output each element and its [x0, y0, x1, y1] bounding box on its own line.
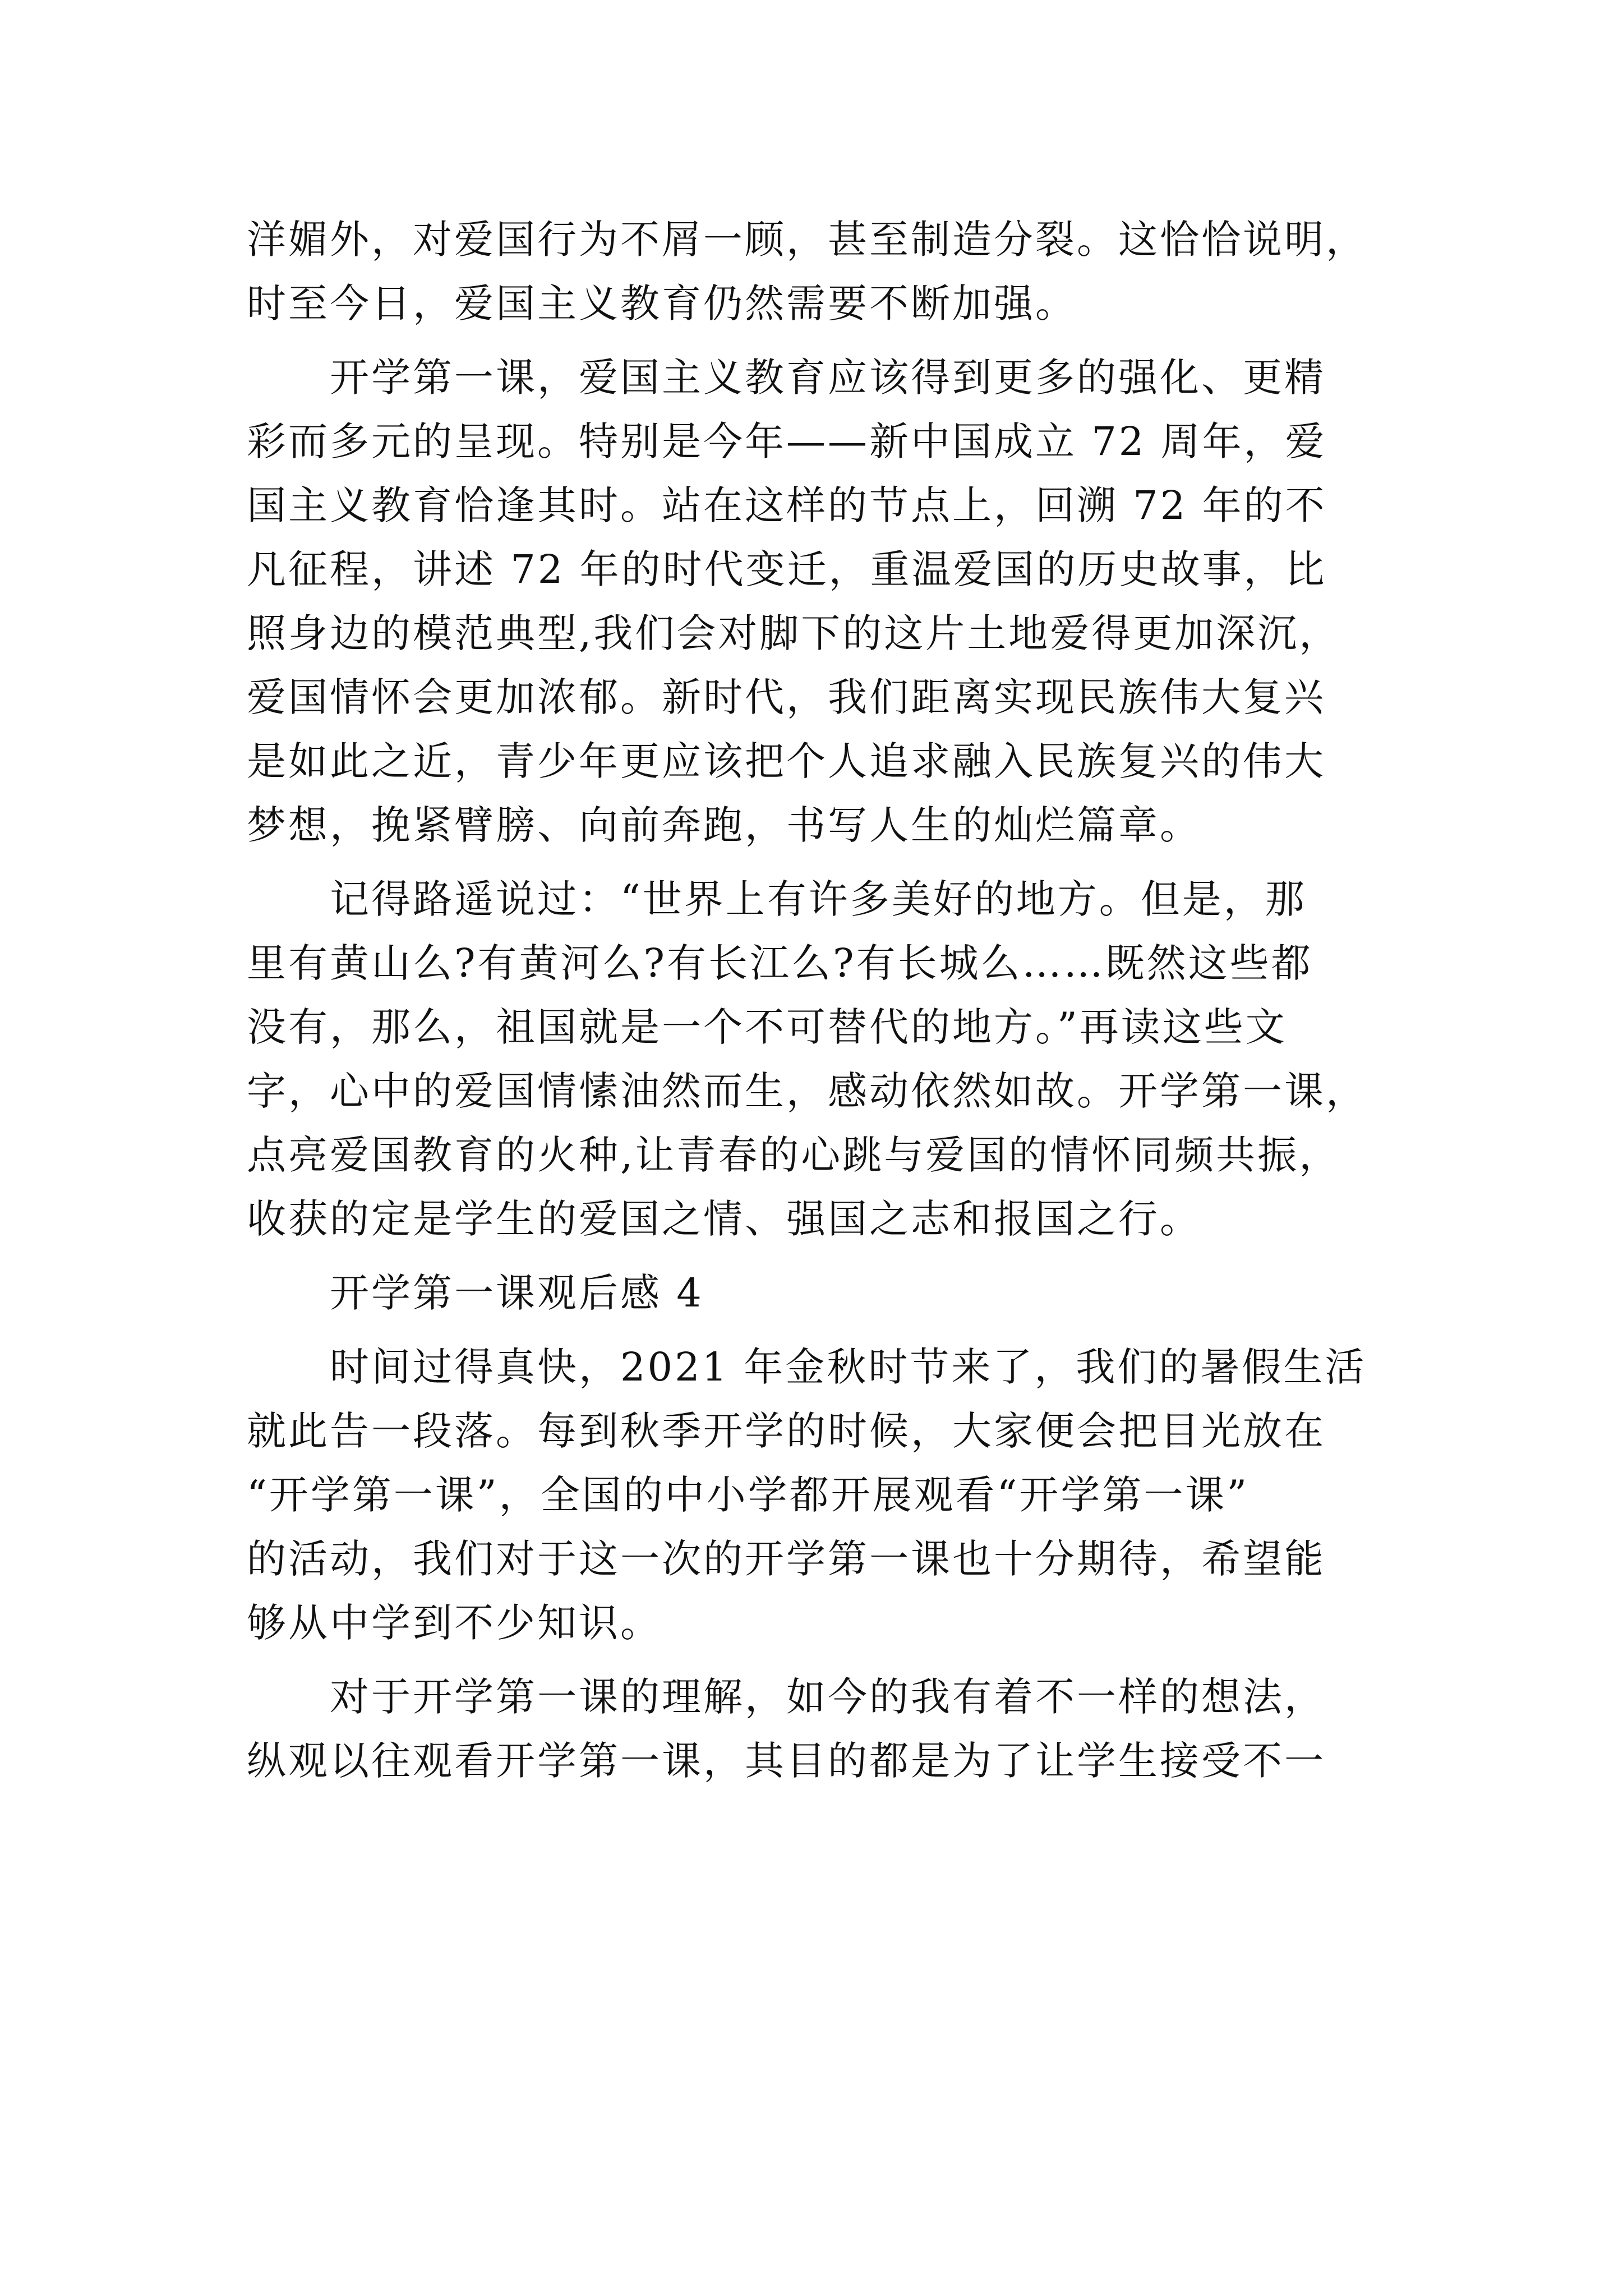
paragraph-gap — [247, 857, 1391, 867]
text-line: 开学第一课，爱国主义教育应该得到更多的强化、更精 — [247, 355, 1326, 401]
paragraph-gap — [247, 335, 1391, 346]
text-line: 点亮爱国教育的火种,让青春的心跳与爱国的情怀同频共振， — [247, 1132, 1341, 1178]
text-line: 没有，那么，祖国就是一个不可替代的地方。”再读这些文 — [247, 1004, 1287, 1050]
text-line: 时至今日，爱国主义教育仍然需要不断加强。 — [247, 280, 1077, 326]
text-line: 开学第一课观后感 4 — [247, 1270, 704, 1316]
text-line: 纵观以往观看开学第一课，其目的都是为了让学生接受不一 — [247, 1738, 1326, 1784]
text-line: 收获的定是学生的爱国之情、强国之志和报国之行。 — [247, 1196, 1201, 1242]
text-line: 梦想，挽紧臂膀、向前奔跑，书写人生的灿烂篇章。 — [247, 802, 1201, 848]
paragraph-gap — [247, 1251, 1391, 1261]
document-body — [247, 208, 1391, 1793]
text-line: 时间过得真快，2021 年金秋时节来了，我们的暑假生活 — [247, 1344, 1367, 1390]
text-line: “开学第一课”，全国的中小学都开展观看“开学第一课” — [247, 1472, 1249, 1518]
text-line: 彩而多元的呈现。特别是今年——新中国成立 72 周年，爱 — [247, 418, 1327, 464]
text-line: 国主义教育恰逢其时。站在这样的节点上，回溯 72 年的不 — [247, 482, 1327, 528]
text-line: 是如此之近，青少年更应该把个人追求融入民族复兴的伟大 — [247, 738, 1326, 784]
text-line: 够从中学到不少知识。 — [247, 1600, 662, 1646]
text-line: 对于开学第一课的理解，如今的我有着不一样的想法， — [247, 1674, 1326, 1720]
paragraph-gap — [247, 1655, 1391, 1665]
paragraph-gap — [247, 1325, 1391, 1335]
text-line: 的活动，我们对于这一次的开学第一课也十分期待，希望能 — [247, 1536, 1326, 1582]
text-line: 照身边的模范典型,我们会对脚下的这片土地爱得更加深沉， — [247, 610, 1341, 656]
text-line: 爱国情怀会更加浓郁。新时代，我们距离实现民族伟大复兴 — [247, 674, 1326, 720]
text-line: 洋媚外，对爱国行为不屑一顾，甚至制造分裂。这恰恰说明， — [247, 217, 1367, 263]
text-line: 记得路遥说过：“世界上有许多美好的地方。但是，那 — [247, 876, 1307, 922]
text-line: 里有黄山么?有黄河么?有长江么?有长城么……既然这些都 — [247, 940, 1313, 986]
text-line: 凡征程，讲述 72 年的时代变迁，重温爱国的历史故事，比 — [247, 546, 1327, 592]
text-line: 就此告一段落。每到秋季开学的时候，大家便会把目光放在 — [247, 1408, 1326, 1454]
text-line: 字，心中的爱国情愫油然而生，感动依然如故。开学第一课， — [247, 1068, 1367, 1114]
